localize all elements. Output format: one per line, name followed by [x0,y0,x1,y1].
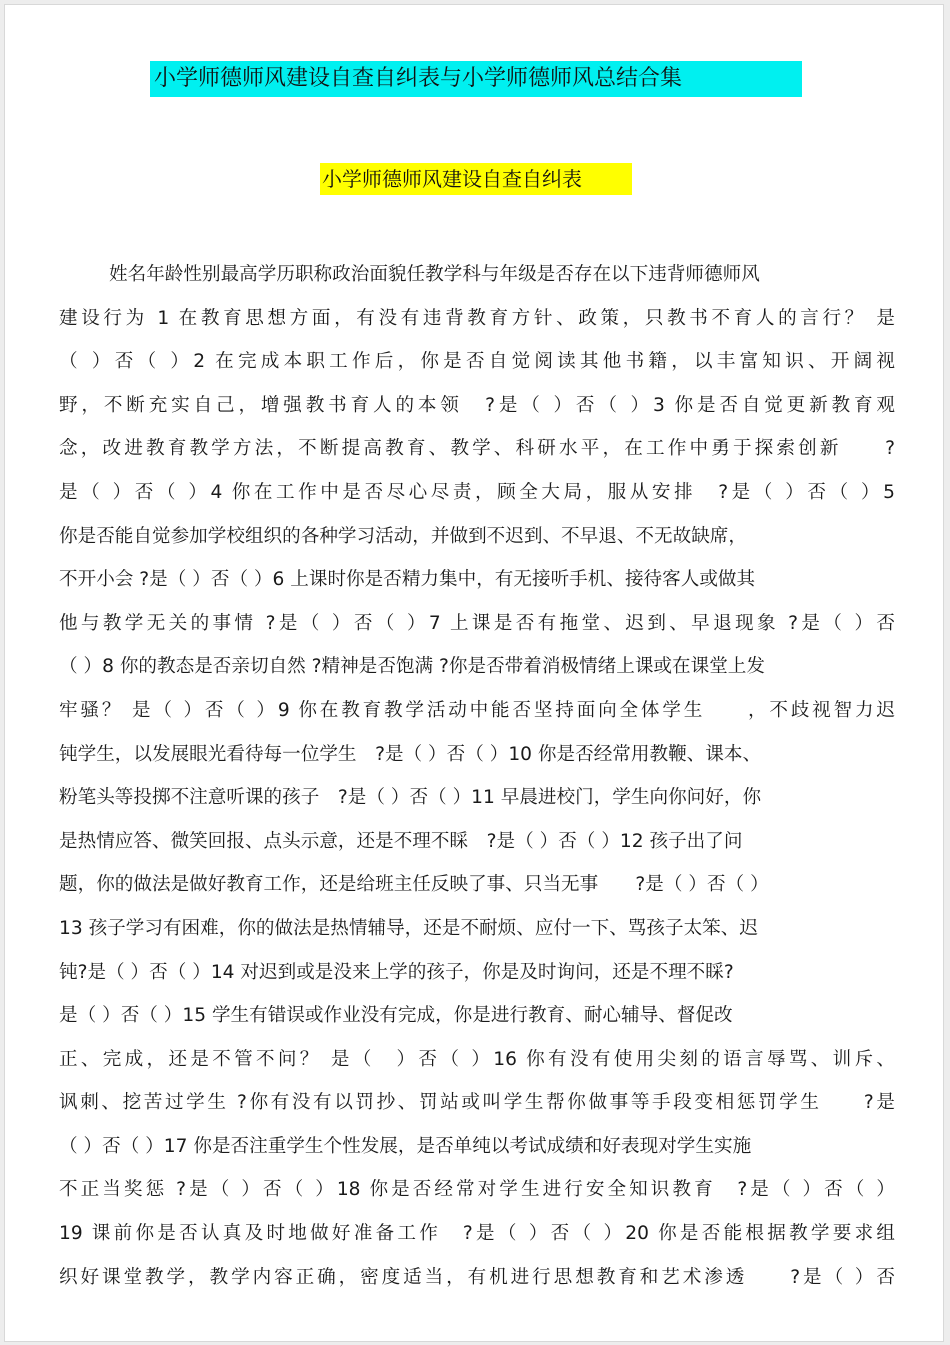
paragraph-line: 他与教学无关的事情 ?是（ ）否（ ）7 上课是否有拖堂、迟到、早退现象 ?是（ ）否 [59,612,895,634]
paragraph-line: 姓名年龄性别最高学历职称政治面貌任教学科与年级是否存在以下违背师德师风 [109,264,760,285]
paragraph-line: 野，不断充实自己，增强教书育人的本领 ?是（ ）否（ ）3 你是否自觉更新教育观 [59,394,895,416]
paragraph-line: （ ）8 你的教态是否亲切自然 ?精神是否饱满 ?你是否带着消极情绪上课或在课堂上发 [59,656,765,678]
body-text [59,253,895,1299]
paragraph-line: 建设行为 1 在教育思想方面，有没有违背教育方针、政策，只教书不育人的言行？ 是 [59,307,895,329]
paragraph-line: 钝?是（ ）否（ ）14 对迟到或是没来上学的孩子，你是及时询问，还是不理不睬? [59,961,734,983]
paragraph-line: 不正当奖惩 ?是（ ）否（ ）18 你是否经常对学生进行安全知识教育 ?是（ ）否（ ） [59,1179,895,1201]
paragraph-line: （ ）否（ ）17 你是否注重学生个性发展，是否单纯以考试成绩和好表现对学生实施 [59,1135,752,1157]
paragraph-line: （ ）否（ ）2 在完成本职工作后，你是否自觉阅读其他书籍，以丰富知识、开阔视 [59,351,895,373]
paragraph-line: 正、完成，还是不管不问？ 是（ ）否（ ）16 你有没有使用尖刻的语言辱骂、训斥、 [59,1048,895,1070]
main-title: 小学师德师风建设自查自纠表与小学师德师风总结合集 [150,61,802,97]
document-page [4,4,944,1342]
paragraph-line: 是（ ）否（ ）15 学生有错误或作业没有完成，你是进行教育、耐心辅导、督促改 [59,1005,733,1027]
paragraph-line: 题，你的做法是做好教育工作，还是给班主任反映了事、只当无事 ?是（ ）否（ ） [59,874,769,896]
paragraph-line: 织好课堂教学，教学内容正确，密度适当，有机进行思想教育和艺术渗透 ?是（ ）否 [59,1266,895,1288]
paragraph-line: 13 孩子学习有困难，你的做法是热情辅导，还是不耐烦、应付一下、骂孩子太笨、迟 [59,917,758,939]
paragraph-line: 钝学生，以发展眼光看待每一位学生 ?是（ ）否（ ）10 你是否经常用教鞭、课本、 [59,743,762,765]
paragraph-line: 讽刺、挖苦过学生 ?你有没有以罚抄、罚站或叫学生帮你做事等手段变相惩罚学生 ?是 [59,1092,895,1114]
paragraph-line: 19 课前你是否认真及时地做好准备工作 ?是（ ）否（ ）20 你是否能根据教学要求组 [59,1223,895,1245]
paragraph-line: 是（ ）否（ ）4 你在工作中是否尽心尽责，顾全大局，服从安排 ?是（ ）否（ ）5 [59,481,895,503]
paragraph-line: 牢骚？ 是（ ）否（ ）9 你在教育教学活动中能否坚持面向全体学生 ，不歧视智力迟 [59,699,895,721]
sub-title: 小学师德师风建设自查自纠表 [320,163,632,195]
paragraph-line: 你是否能自觉参加学校组织的各种学习活动，并做到不迟到、不早退、不无故缺席， [59,525,747,547]
paragraph-line: 是热情应答、微笑回报、点头示意，还是不理不睬 ?是（ ）否（ ）12 孩子出了问 [59,830,743,852]
paragraph-line: 不开小会 ?是（ ）否（ ）6 上课时你是否精力集中，有无接听手机、接待客人或做其 [59,569,756,591]
paragraph-line: 念，改进教育教学方法，不断提高教育、教学、科研水平，在工作中勇于探索创新 ? [59,438,895,460]
paragraph-line: 粉笔头等投掷不注意听课的孩子 ?是（ ）否（ ）11 早晨进校门，学生向你问好，你 [59,787,762,809]
